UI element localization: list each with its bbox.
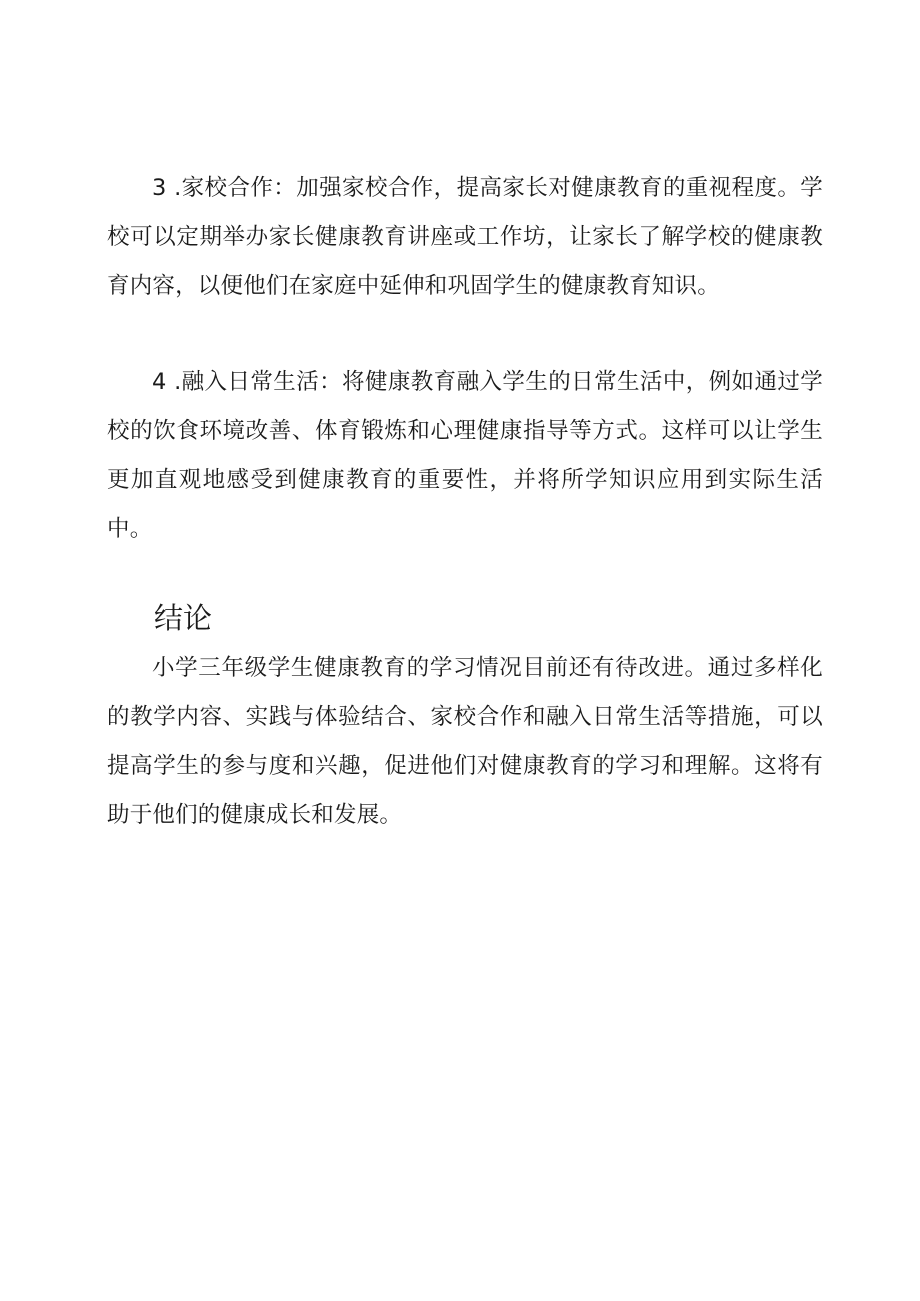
conclusion-heading: 结论: [154, 601, 213, 635]
paragraph-daily-life-integration: 4 .融入日常生活：将健康教育融入学生的日常生活中，例如通过学校的饮食环境改善、体育锻炼和心理健康指导等方式。这样可以让学生更加直观地感受到健康教育的重要性，并将所学知识应用到实际生活中。: [107, 369, 823, 542]
conclusion-paragraph: 小学三年级学生健康教育的学习情况目前还有待改进。通过多样化的教学内容、实践与体验结合、家校合作和融入日常生活等措施，可以提高学生的参与度和兴趣，促进他们对健康教育的学习和理解。这将有助于他们的健康成长和发展。: [107, 655, 823, 828]
paragraph-home-school-cooperation: 3 .家校合作：加强家校合作，提高家长对健康教育的重视程度。学校可以定期举办家长健康教育讲座或工作坊，让家长了解学校的健康教育内容，以便他们在家庭中延伸和巩固学生的健康教育知识。: [107, 175, 823, 299]
document-body: [107, 164, 823, 840]
